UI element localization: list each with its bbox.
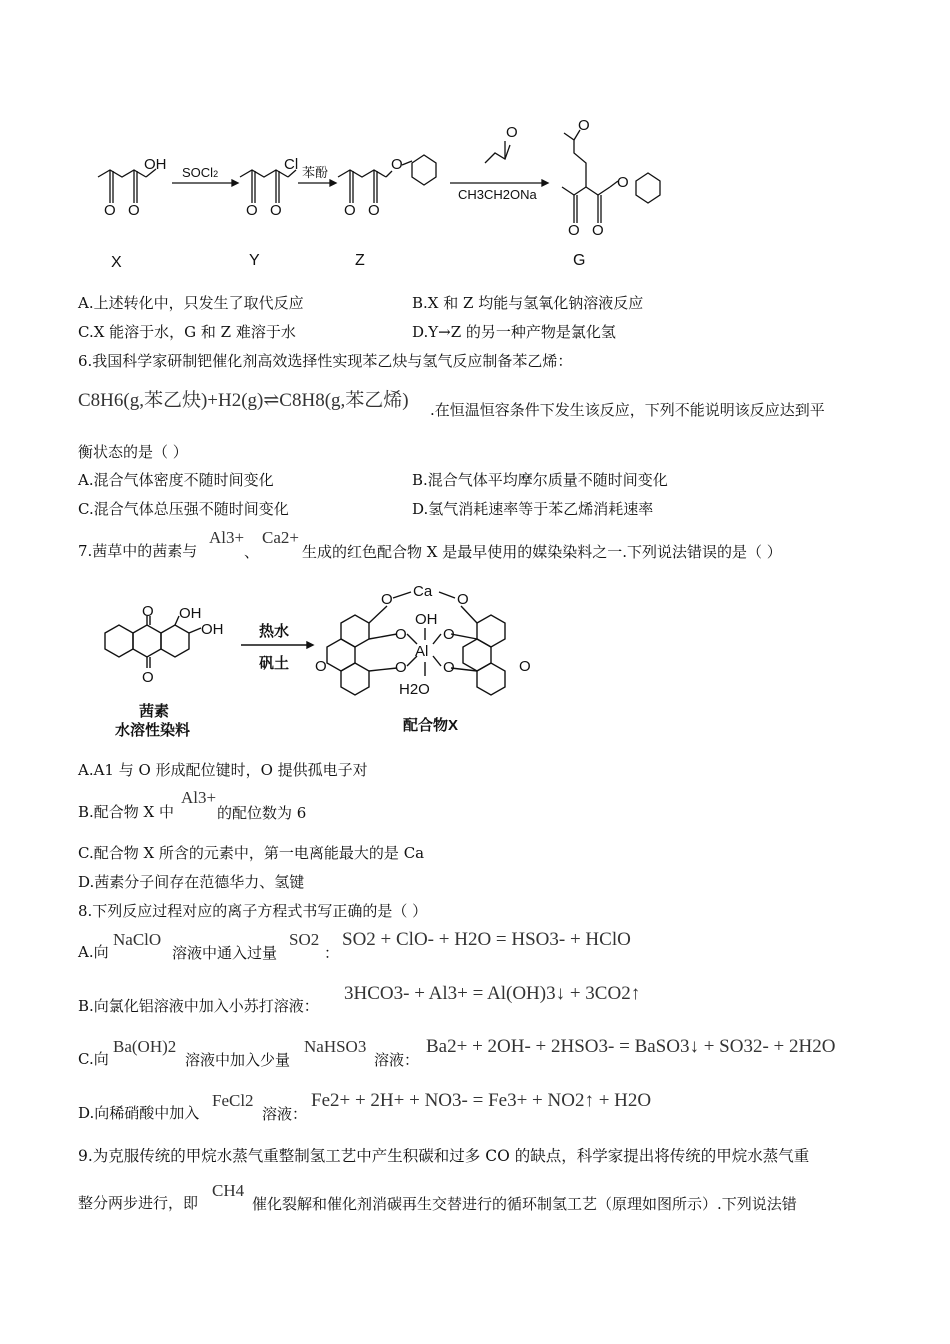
q7-option-b-post: 的配位数为 6 xyxy=(217,804,307,822)
q6-equation: C8H6(g,苯乙炔)+H2(g)⇌C8H8(g,苯乙烯) xyxy=(78,390,409,411)
q6-stem: 6.我国科学家研制钯催化剂高效选择性实现苯乙炔与氢气反应制备苯乙烯： xyxy=(78,352,573,370)
q6-option-c: C.混合气体总压强不随时间变化 xyxy=(78,500,289,518)
q8-c-equation: Ba2+ + 2OH- + 2HSO3- = BaSO3↓ + SO32- + 2H2O xyxy=(426,1036,836,1057)
q7-stem-part2: 生成的红色配合物 X 是最早使用的媒染染料之一.下列说法错误的是（ ） xyxy=(302,543,782,561)
q8-c-reagent1: Ba(OH)2 xyxy=(113,1037,177,1056)
q8-a-reagent1: NaClO xyxy=(113,930,162,949)
atom-o-g2: O xyxy=(592,222,604,239)
label-g: G xyxy=(573,252,586,269)
atom-o-x2: O xyxy=(128,202,140,219)
q8-d-post: 溶液： xyxy=(262,1105,308,1123)
complex-o-l2: O xyxy=(395,626,407,643)
q8-a-mid: 溶液中通入过量 xyxy=(172,944,278,962)
q8-d-reagent: FeCl2 xyxy=(212,1091,254,1110)
complex-o-left-ketone: O xyxy=(315,658,327,675)
atom-o-z2: O xyxy=(368,202,380,219)
q6-option-a: A.混合气体密度不随时间变化 xyxy=(78,471,274,489)
atom-o-g-ketone: O xyxy=(578,117,590,134)
reagent-phenol: 苯酚 xyxy=(302,165,329,180)
alizarin-label-2: 水溶性染料 xyxy=(115,722,191,739)
q9-ch4: CH4 xyxy=(212,1181,245,1200)
alizarin-label-1: 茜素 xyxy=(139,703,170,720)
arrow-reagent-top: 热水 xyxy=(259,623,290,640)
alizarin-o-bottom: O xyxy=(142,669,154,686)
atom-o-g1: O xyxy=(568,222,580,239)
q8-a-reagent2: SO2 xyxy=(289,930,320,949)
atom-o-z1: O xyxy=(344,202,356,219)
reagent-socl2: SOCl2 xyxy=(182,165,219,180)
q7-option-b-pre: B.配合物 X 中 xyxy=(78,803,175,821)
complex-al: Al xyxy=(415,643,429,660)
complex-o-r1: O xyxy=(457,591,469,608)
q6-option-d: D.氢气消耗速率等于苯乙烯消耗速率 xyxy=(412,500,654,518)
q7-stem-part1: 7.茜草中的茜素与 xyxy=(78,542,198,560)
q7-option-c: C.配合物 X 所含的元素中，第一电离能最大的是 Ca xyxy=(78,844,425,862)
q7-ion-al: Al3+ xyxy=(209,528,245,547)
label-z: Z xyxy=(355,252,365,269)
q7-option-a: A.A1 与 O 形成配位键时，O 提供孤电子对 xyxy=(78,761,368,779)
q5-option-b: B.X 和 Z 均能与氢氧化钠溶液反应 xyxy=(412,294,644,312)
atom-oh-x: OH xyxy=(144,156,167,173)
atom-o-y1: O xyxy=(246,202,258,219)
complex-figure-q7 xyxy=(95,578,555,748)
q5-option-d: D.Y→Z 的另一种产物是氯化氢 xyxy=(412,323,616,341)
q5-option-c: C.X 能溶于水，G 和 Z 难溶于水 xyxy=(78,323,296,341)
complex-oh: OH xyxy=(415,611,438,628)
reaction-scheme-q5 xyxy=(80,115,680,280)
q8-stem: 8.下列反应过程对应的离子方程式书写正确的是（ ） xyxy=(78,902,428,920)
alizarin-oh1: OH xyxy=(179,605,202,622)
q8-c-post: 溶液： xyxy=(374,1051,420,1069)
q8-b-pre: B.向氯化铝溶液中加入小苏打溶液： xyxy=(78,997,319,1015)
reagent-ethoxide: CH3CH2ONa xyxy=(458,187,537,202)
complex-o-r3: O xyxy=(443,659,455,676)
q7-ion-ca: Ca2+ xyxy=(262,528,299,547)
complex-label: 配合物X xyxy=(403,717,459,734)
complex-h2o: H2O xyxy=(399,681,430,698)
q7-separator: 、 xyxy=(244,543,260,561)
q5-option-a: A.上述转化中，只发生了取代反应 xyxy=(78,294,304,312)
q8-c-reagent2: NaHSO3 xyxy=(304,1037,367,1056)
complex-o-right-ketone: O xyxy=(519,658,531,675)
q6-stem-end: 衡状态的是（ ） xyxy=(78,443,188,461)
q7-option-d: D.茜素分子间存在范德华力、氢键 xyxy=(78,873,305,891)
q7-option-b-ion: Al3+ xyxy=(181,788,217,807)
q9-line2-post: 催化裂解和催化剂消碳再生交替进行的循环制氢工艺（原理如图所示）.下列说法错 xyxy=(252,1195,797,1213)
label-x: X xyxy=(111,254,122,271)
q9-line2-pre: 整分两步进行，即 xyxy=(78,1194,199,1212)
q8-b-equation: 3HCO3- + Al3+ = Al(OH)3↓ + 3CO2↑ xyxy=(344,983,641,1004)
q8-c-mid: 溶液中加入少量 xyxy=(185,1051,291,1069)
complex-ca: Ca xyxy=(413,583,433,600)
atom-o-y2: O xyxy=(270,202,282,219)
alizarin-oh2: OH xyxy=(201,621,224,638)
alizarin-o-top: O xyxy=(142,603,154,620)
complex-o-l3: O xyxy=(395,659,407,676)
q8-d-pre: D.向稀硝酸中加入 xyxy=(78,1104,200,1122)
q8-a-equation: SO2 + ClO- + H2O = HSO3- + HClO xyxy=(342,929,631,950)
atom-o-x1: O xyxy=(104,202,116,219)
q6-option-b: B.混合气体平均摩尔质量不随时间变化 xyxy=(412,471,668,489)
q6-stem-continued: .在恒温恒容条件下发生该反应，下列不能说明该反应达到平 xyxy=(430,401,825,419)
label-y: Y xyxy=(249,252,260,269)
arrow-reagent-bottom: 矾土 xyxy=(259,655,290,672)
atom-o-reagent: O xyxy=(506,124,518,141)
atom-o-z-ester: O xyxy=(391,156,403,173)
complex-o-l1: O xyxy=(381,591,393,608)
atom-cl-y: Cl xyxy=(284,156,299,173)
q8-d-equation: Fe2+ + 2H+ + NO3- = Fe3+ + NO2↑ + H2O xyxy=(311,1090,652,1111)
complex-o-r2: O xyxy=(443,626,455,643)
q8-a-colon: ： xyxy=(324,944,340,962)
atom-o-g-ester: O xyxy=(617,174,629,191)
q8-c-pre: C.向 xyxy=(78,1050,109,1068)
q9-line1: 9.为克服传统的甲烷水蒸气重整制氢工艺中产生积碳和过多 CO 的缺点，科学家提出将传统的甲烷水蒸气重 xyxy=(78,1147,810,1165)
q8-a-pre: A.向 xyxy=(78,943,109,961)
